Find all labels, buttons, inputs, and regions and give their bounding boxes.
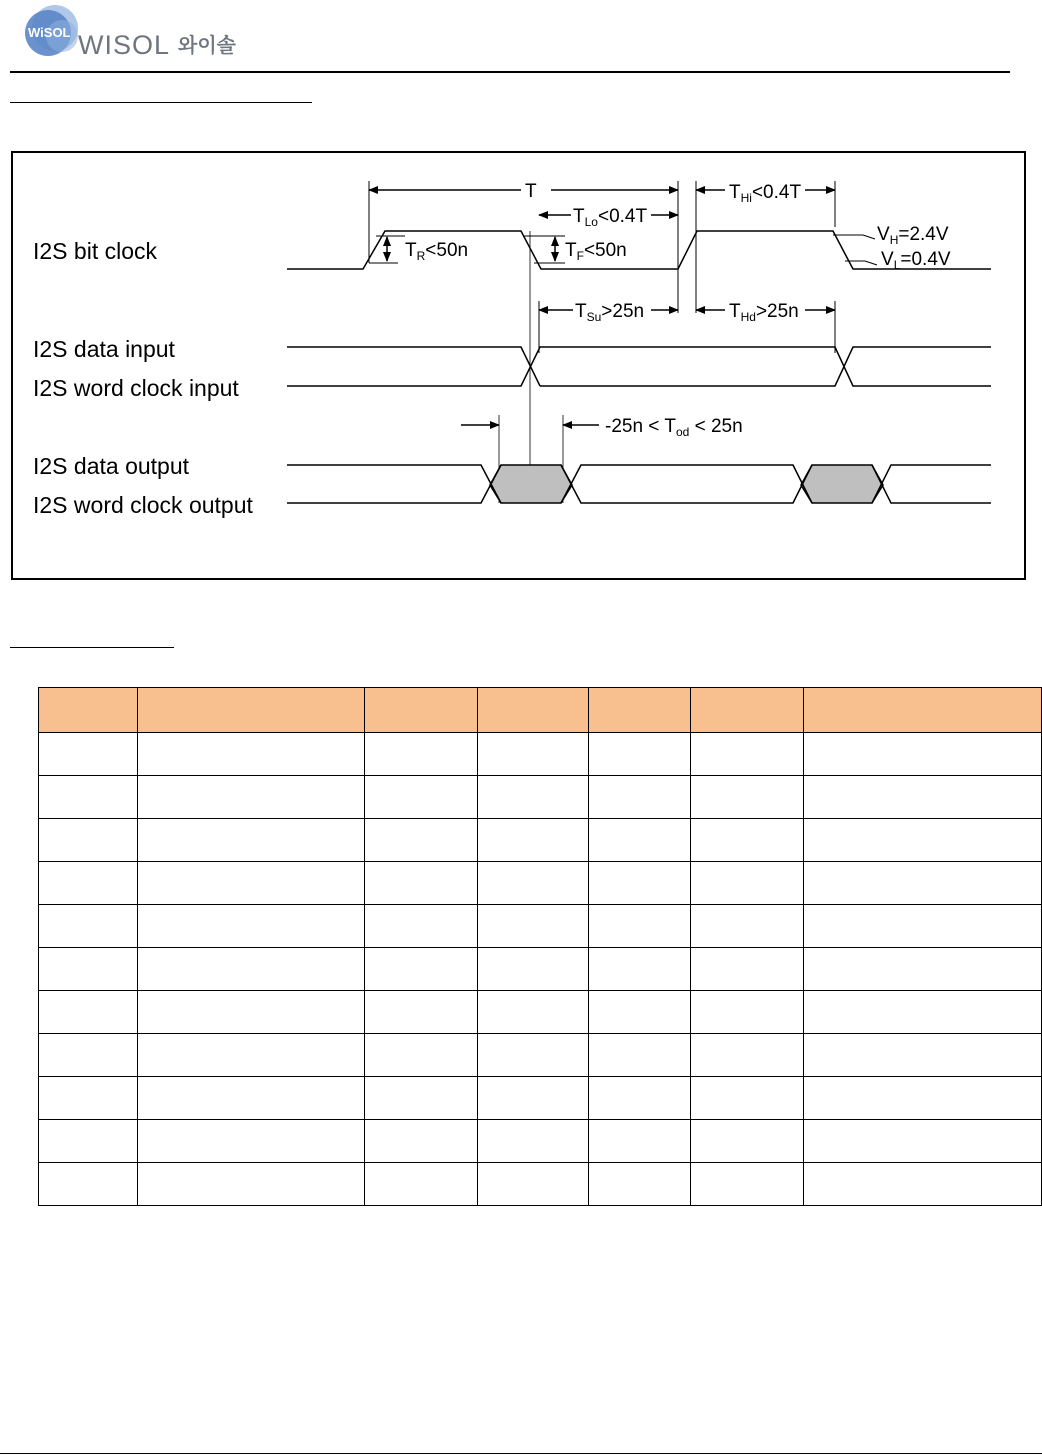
table-cell [39, 1120, 138, 1163]
table-cell [138, 1163, 365, 1206]
table-cell [804, 733, 1042, 776]
table-cell [365, 948, 478, 991]
t-hi-label: $T_{Hi}<0.4T$ [729, 182, 802, 205]
table-cell [804, 905, 1042, 948]
table-cell [39, 1034, 138, 1077]
label-data-input: I2S data input [33, 336, 175, 362]
table-cell [39, 862, 138, 905]
table-cell [691, 862, 804, 905]
header-cell [365, 688, 478, 733]
table-cell [365, 991, 478, 1034]
table-row [39, 905, 1042, 948]
t-setup-label: $T_{Su}>25n$ [575, 301, 645, 324]
header-cell [138, 688, 365, 733]
table-cell [138, 862, 365, 905]
table-cell [589, 819, 691, 862]
period-label: T [525, 181, 537, 202]
table-cell [365, 862, 478, 905]
table-cell [39, 733, 138, 776]
table-row [39, 1163, 1042, 1206]
section-heading-underline-1 [10, 102, 312, 103]
table-cell [691, 1120, 804, 1163]
table-cell [138, 776, 365, 819]
table-row [39, 733, 1042, 776]
header-cell [478, 688, 589, 733]
table-cell [478, 776, 589, 819]
page-header [0, 0, 1042, 80]
header-cell [39, 688, 138, 733]
table-cell [691, 1077, 804, 1120]
table-cell [478, 862, 589, 905]
header-cell [691, 688, 804, 733]
vh-label: $V_H=2.4V$ [877, 224, 949, 247]
table-cell [39, 991, 138, 1034]
table-cell [589, 905, 691, 948]
data-input-waveform [287, 347, 991, 386]
table-cell [365, 1077, 478, 1120]
table-row [39, 991, 1042, 1034]
header-cell [804, 688, 1042, 733]
table-cell [365, 733, 478, 776]
table-cell [478, 733, 589, 776]
table-cell [589, 1120, 691, 1163]
table-cell [138, 1077, 365, 1120]
table-cell [804, 776, 1042, 819]
t-lo-label: $T_{Lo}<0.4T$ [573, 206, 648, 229]
t-rise-label: $T_R<50n$ [405, 240, 469, 263]
table-cell [39, 1077, 138, 1120]
table-cell [804, 819, 1042, 862]
table-cell [365, 1120, 478, 1163]
table-cell [365, 776, 478, 819]
table-header-row [39, 688, 1042, 733]
output-transition-region-2 [801, 465, 883, 503]
company-logo [18, 0, 258, 64]
table-cell [589, 991, 691, 1034]
table-cell [138, 1120, 365, 1163]
table-cell [39, 1163, 138, 1206]
table-cell [804, 1120, 1042, 1163]
table-cell [804, 948, 1042, 991]
table-cell [589, 733, 691, 776]
table-cell [804, 1077, 1042, 1120]
header-cell [589, 688, 691, 733]
table-cell [478, 905, 589, 948]
spec-table-wrapper [38, 687, 1042, 1206]
i2s-timing-diagram [11, 151, 1026, 580]
table-cell [365, 1034, 478, 1077]
table-row [39, 776, 1042, 819]
t-fall-label: $T_F<50n$ [565, 240, 627, 263]
table-cell [589, 1077, 691, 1120]
spec-table [38, 687, 1042, 1206]
table-cell [478, 819, 589, 862]
table-cell [691, 776, 804, 819]
table-cell [138, 905, 365, 948]
label-data-output: I2S data output [33, 453, 190, 479]
table-cell [138, 948, 365, 991]
table-cell [39, 776, 138, 819]
table-cell [478, 948, 589, 991]
table-cell [138, 733, 365, 776]
table-cell [365, 1163, 478, 1206]
table-row [39, 1034, 1042, 1077]
table-cell [478, 991, 589, 1034]
table-row [39, 1120, 1042, 1163]
table-cell [691, 819, 804, 862]
table-cell [138, 819, 365, 862]
table-row [39, 948, 1042, 991]
table-cell [589, 1163, 691, 1206]
logo-circle-text: WiSOL [28, 25, 71, 40]
t-hold-label: $T_{Hd}>25n$ [729, 301, 799, 324]
table-cell [39, 905, 138, 948]
table-cell [478, 1163, 589, 1206]
table-cell [804, 991, 1042, 1034]
table-cell [39, 819, 138, 862]
label-word-clock-output: I2S word clock output [33, 492, 253, 518]
timing-diagram-canvas [13, 153, 1028, 582]
table-cell [804, 1034, 1042, 1077]
table-cell [478, 1120, 589, 1163]
section-heading-underline-2 [10, 647, 174, 648]
table-cell [365, 905, 478, 948]
label-bit-clock: I2S bit clock [33, 238, 157, 264]
table-cell [478, 1077, 589, 1120]
logo-korean-name: 와이솔 [178, 33, 236, 57]
t-od-label: $-25n < T_{od} < 25n$ [605, 416, 743, 439]
table-cell [691, 1163, 804, 1206]
table-cell [589, 776, 691, 819]
table-row [39, 1077, 1042, 1120]
table-cell [589, 1034, 691, 1077]
label-word-clock-input: I2S word clock input [33, 375, 239, 401]
table-cell [39, 948, 138, 991]
table-cell [691, 905, 804, 948]
table-cell [804, 1163, 1042, 1206]
table-cell [138, 1034, 365, 1077]
table-cell [691, 991, 804, 1034]
table-cell [589, 948, 691, 991]
logo-wordmark: WISOL [78, 30, 171, 60]
table-cell [804, 862, 1042, 905]
wisol-logo-graphic [18, 0, 258, 64]
table-row [39, 819, 1042, 862]
header-divider [10, 71, 1010, 73]
table-cell [478, 1034, 589, 1077]
table-cell [691, 733, 804, 776]
table-cell [138, 991, 365, 1034]
footer-divider [0, 1453, 1042, 1454]
output-transition-region-1 [490, 465, 572, 503]
table-cell [691, 1034, 804, 1077]
table-cell [589, 862, 691, 905]
data-output-waveform [287, 465, 991, 503]
table-cell [691, 948, 804, 991]
table-cell [365, 819, 478, 862]
vl-label: $V_L=0.4V$ [881, 249, 951, 272]
table-row [39, 862, 1042, 905]
